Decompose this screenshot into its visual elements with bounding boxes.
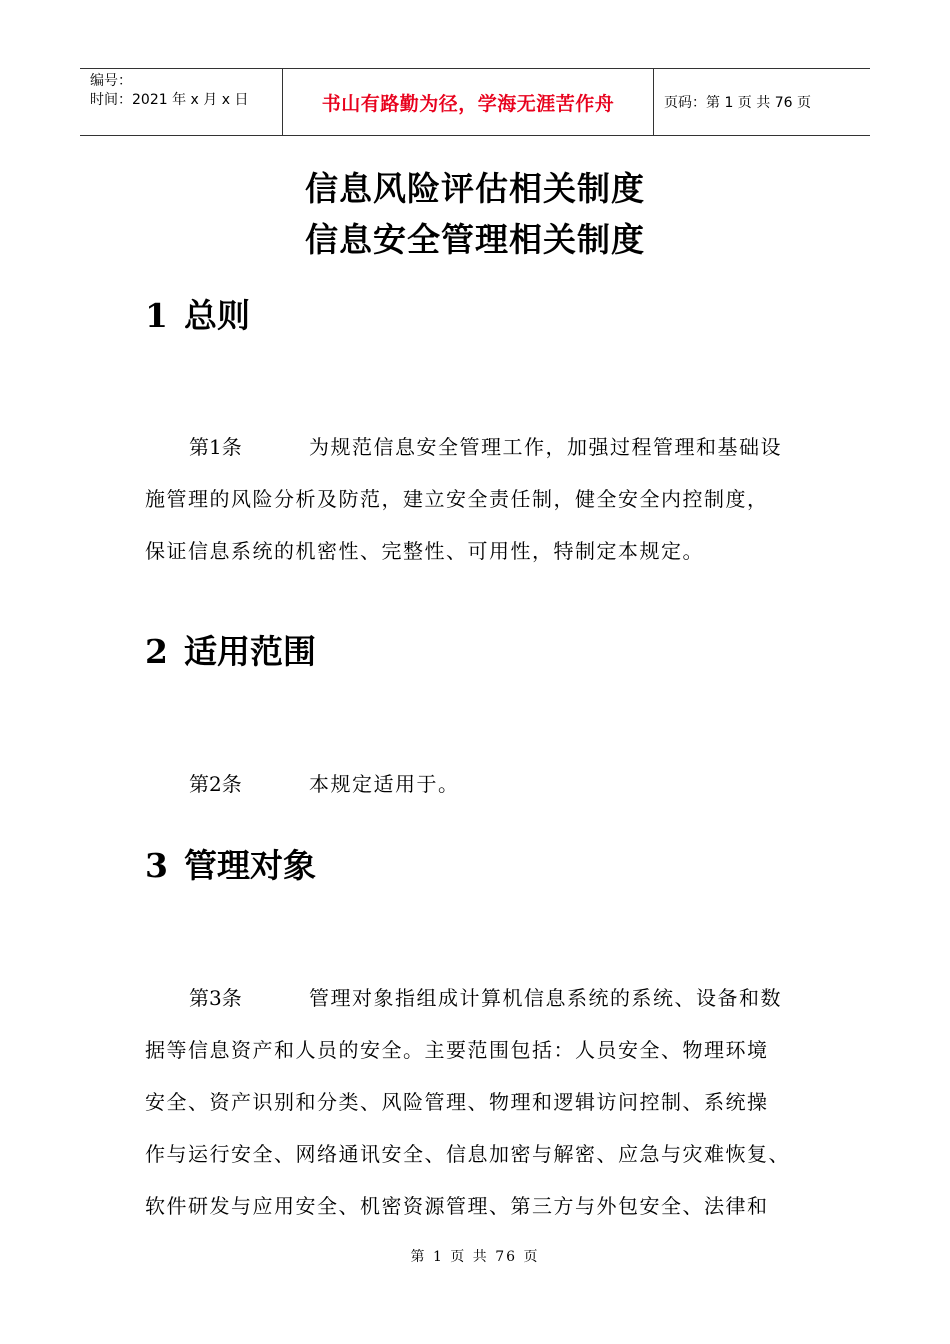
section-heading-3	[145, 840, 316, 887]
article-2	[145, 758, 815, 810]
paragraph-line: 据等信息资产和人员的安全。主要范围包括：人员安全、物理环境	[145, 1038, 769, 1062]
section-title: 适用范围	[183, 632, 316, 671]
page-header	[80, 68, 870, 136]
document-date: 时间：2021 年 x 月 x 日	[90, 92, 249, 108]
section-heading-1	[145, 290, 250, 337]
header-motto: 书山有路勤为径，学海无涯苦作舟	[282, 69, 654, 135]
article-label: 第1条	[189, 435, 242, 459]
article-label: 第2条	[189, 772, 242, 796]
paragraph-line: 施管理的风险分析及防范，建立安全责任制，健全安全内控制度，	[145, 487, 769, 511]
section-title: 管理对象	[183, 846, 316, 885]
paragraph-line: 安全、资产识别和分类、风险管理、物理和逻辑访问控制、系统操	[145, 1090, 769, 1114]
section-heading-2	[145, 626, 316, 673]
paragraph-line: 第2条 本规定适用于。	[145, 758, 815, 810]
section-number: 3	[145, 846, 168, 885]
article-3	[145, 972, 815, 1232]
paragraph-line: 第3条 管理对象指组成计算机信息系统的系统、设备和数	[145, 972, 815, 1024]
section-number: 1	[145, 296, 168, 335]
header-meta	[80, 69, 282, 135]
header-page-info: 页码：第 1 页 共 76 页	[664, 95, 811, 111]
article-1	[145, 421, 815, 577]
page-footer: 第 1 页 共 76 页	[410, 1249, 540, 1265]
section-number: 2	[145, 632, 168, 671]
document-subtitle: 信息安全管理相关制度	[305, 220, 645, 259]
section-title: 总则	[183, 296, 250, 335]
article-label: 第3条	[189, 986, 242, 1010]
document-title: 信息风险评估相关制度	[305, 169, 645, 208]
paragraph-line: 作与运行安全、网络通讯安全、信息加密与解密、应急与灾难恢复、	[145, 1142, 790, 1166]
document-number-label: 编号：	[90, 73, 132, 89]
paragraph-line: 保证信息系统的机密性、完整性、可用性，特制定本规定。	[145, 539, 704, 563]
paragraph-line: 第1条 为规范信息安全管理工作，加强过程管理和基础设	[145, 421, 815, 473]
paragraph-line: 软件研发与应用安全、机密资源管理、第三方与外包安全、法律和	[145, 1194, 769, 1218]
